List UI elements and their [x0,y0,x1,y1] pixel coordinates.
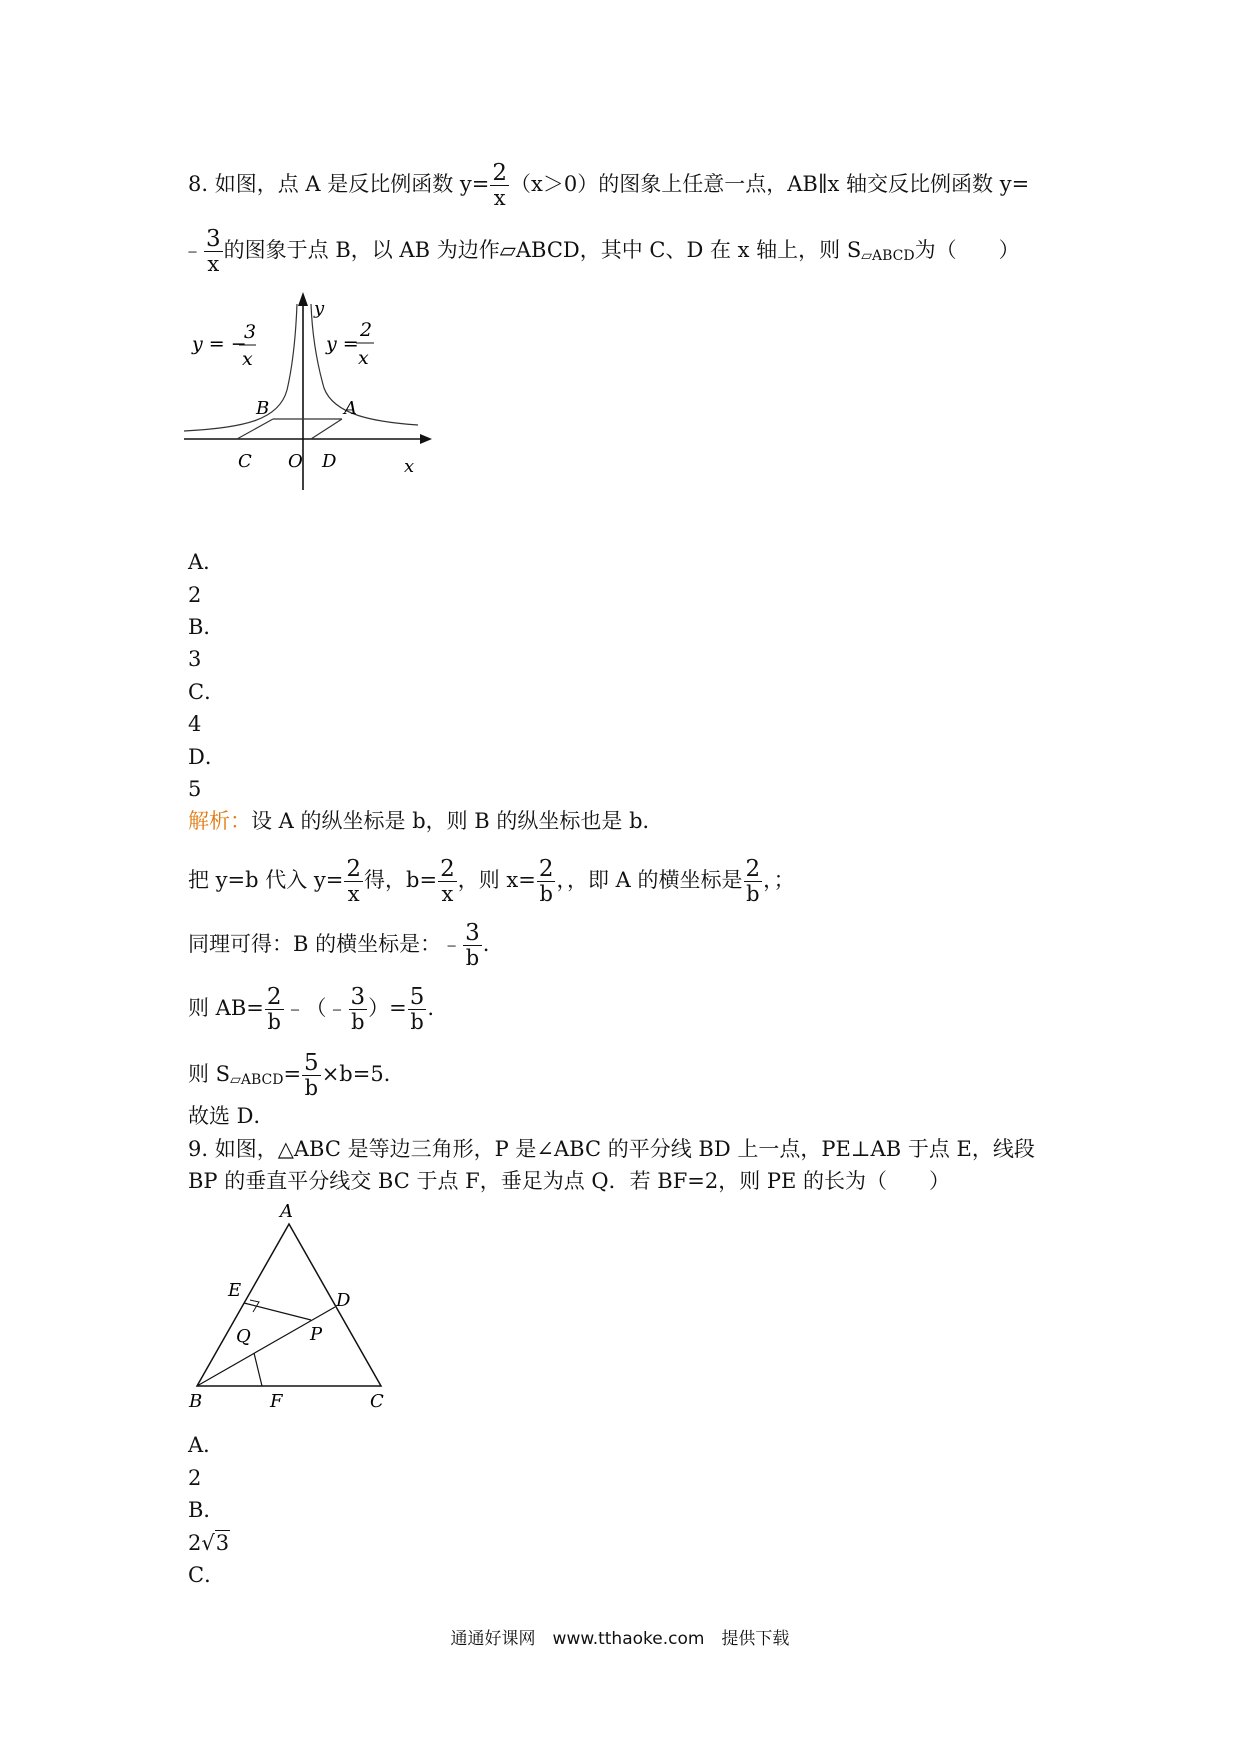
label-p: P [310,1324,323,1345]
q8-option-d-letter: D． [188,745,226,769]
bisector-bd [197,1307,335,1386]
q8-option-b-letter: B． [188,615,225,639]
q9-stem-line1: 9. 如图，△ABC 是等边三角形，P 是∠ABC 的平分线 BD 上一点，PE⊥AB 于点 E，线段 [188,1137,1035,1161]
solution-text: 把 y=b 代入 y= [188,868,344,892]
solution-text: 则 AB= [188,996,264,1020]
q8-option-b-value: 3 [188,647,202,671]
solution-text: 同理可得：B 的横坐标是：﹣ [188,932,463,956]
point-d-label: D [322,451,337,472]
point-b-label: B [256,398,270,419]
solution-text: ×b=5. [321,1062,391,1086]
x-axis-arrow-icon [420,434,432,444]
q8-stem-text: （x＞0）的图象上任意一点，AB∥x 轴交反比例函数 y= [510,172,1030,196]
label-q: Q [236,1326,251,1347]
coefficient: 2 [188,1531,202,1555]
q8-stem-text: 为（ ） [914,238,1020,262]
right-curve-num: 2 [360,319,373,341]
label-e: E [228,1280,242,1301]
x-axis-label: x [404,456,415,477]
q8-option-a-letter: A． [188,550,225,574]
right-curve-label: y = [326,333,359,355]
q9-option-a-value: 2 [188,1466,202,1490]
solution-text: ）= [368,996,407,1020]
page-footer: 通通好课网 www.tthaoke.com 提供下载 [450,1629,790,1649]
fraction: $\frac{2}{b}$ [266,984,282,1034]
label-a: A [280,1201,293,1222]
left-curve-label: y = − [192,333,247,355]
solution-text: . [482,932,490,956]
q8-stem-text: 8. 如图，点 A 是反比例函数 y= [188,172,490,196]
segment-ad [311,419,342,439]
q8-stem-text: 的图象于点 B，以 AB 为边作▱ABCD，其中 C、D 在 x 轴上，则 S [223,238,862,262]
solution-line-5 [188,1052,390,1099]
label-d: D [336,1290,351,1311]
solution-label: 解析： [188,809,251,833]
solution-text: ，则 x= [457,868,536,892]
solution-text: 则 S [188,1062,231,1086]
y-axis-label: y [314,298,325,319]
segment-pe [244,1303,311,1320]
triangle-abc [197,1224,381,1386]
fraction: $\frac{2}{b}$ [538,856,554,906]
fraction: $\frac{3}{b}$ [465,920,480,970]
fraction: $\frac{3}{x}$ [206,226,221,276]
fraction: $\frac{2}{x}$ [346,856,362,906]
solution-text: 设 A 的纵坐标是 b，则 B 的纵坐标也是 b． [251,809,664,833]
point-o-label: O [288,451,303,472]
solution-line-1 [188,808,664,834]
fraction: $\frac{5}{b}$ [304,1050,319,1100]
sqrt-icon: √ [201,1531,215,1555]
fraction: $\frac{2}{b}$ [745,856,761,906]
subscript: ▱ABCD [230,1072,284,1088]
solution-text: ﹣（﹣ [284,996,348,1020]
segment-bc [237,419,273,439]
q8-option-a-value: 2 [188,583,202,607]
solution-text: ，； [763,868,795,892]
solution-line-2 [188,858,795,905]
fraction: $\frac{2}{x}$ [440,856,455,906]
q8-stem-line1 [188,162,1029,209]
q8-stem-text: ﹣ [182,238,203,262]
solution-line-4 [188,986,434,1033]
point-c-label: C [238,451,252,472]
curve-left [184,304,297,431]
radicand: 3 [215,1531,230,1555]
q8-option-d-value: 5 [188,777,202,801]
label-f: F [270,1391,283,1410]
fraction: $\frac{3}{b}$ [350,984,366,1034]
q8-figure [184,290,444,490]
q9-option-b-value [188,1530,230,1556]
q9-option-a-letter: A． [188,1433,225,1457]
y-axis-arrow-icon [298,292,308,306]
q9-stem-line2: BP 的垂直平分线交 BC 于点 F，垂足为点 Q．若 BF=2，则 PE 的长为（ ） [188,1169,951,1193]
label-b: B [189,1391,203,1410]
solution-text: . [427,996,435,1020]
segment-qf [254,1353,262,1386]
q9-option-c-letter: C． [188,1563,226,1587]
left-curve-den: x [242,348,253,370]
fraction: $\frac{2}{x}$ [492,160,508,210]
left-curve-num: 3 [244,321,257,343]
right-curve-den: x [358,347,369,369]
subscript: ▱ABCD [861,248,915,264]
q8-option-c-value: 4 [188,712,202,736]
q8-stem-line2 [182,228,1020,275]
solution-line-6: 故选 D． [188,1104,275,1128]
fraction: $\frac{5}{b}$ [409,984,425,1034]
label-c: C [370,1391,384,1410]
q9-option-b-letter: B． [188,1498,225,1522]
solution-text: 得，b= [364,868,438,892]
q9-figure [184,1200,404,1410]
solution-text: = [283,1062,302,1086]
q8-option-c-letter: C． [188,680,226,704]
point-a-label: A [344,398,357,419]
solution-text: ，，即 A 的横坐标是 [556,868,743,892]
solution-line-3 [188,922,489,969]
